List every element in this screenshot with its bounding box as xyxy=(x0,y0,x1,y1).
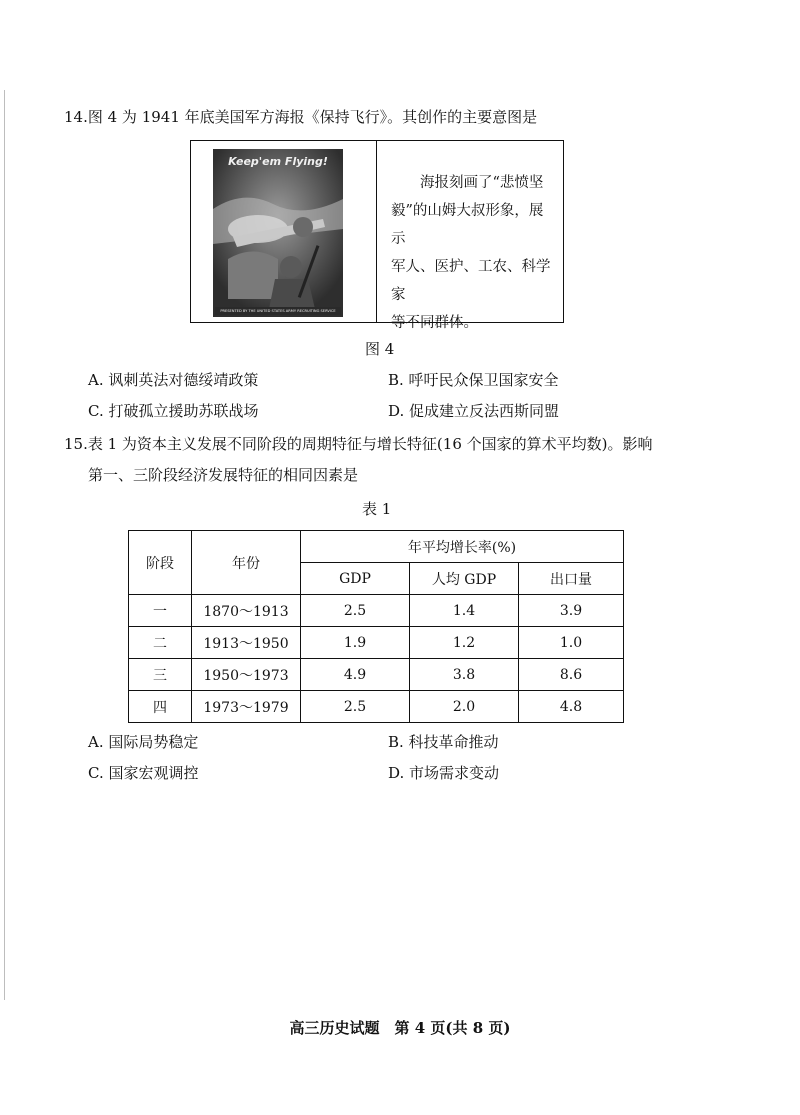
q14-option-c[interactable]: C. 打破孤立援助苏联战场 xyxy=(88,402,259,420)
poster-caption: PRESENTED BY THE UNITED STATES ARMY RECRUITING SERVICE xyxy=(215,307,341,315)
cell-stage: 二 xyxy=(129,627,192,659)
q15-option-c[interactable]: C. 国家宏观调控 xyxy=(88,764,199,782)
question-15-stem-line-1: 15.表 1 为资本主义发展不同阶段的周期特征与增长特征(16 个国家的算术平均数)。影响 xyxy=(64,435,653,453)
question-15-stem-line-2: 第一、三阶段经济发展特征的相同因素是 xyxy=(88,466,359,484)
page-edge-line xyxy=(4,90,5,1000)
table-row xyxy=(129,691,624,723)
cell-per-capita: 2.0 xyxy=(410,691,519,723)
figure-4-caption: 图 4 xyxy=(365,340,395,358)
cell-export: 8.6 xyxy=(519,659,624,691)
cell-gdp: 2.5 xyxy=(301,691,410,723)
figure-text-line-3: 军人、医护、工农、科学家 xyxy=(391,259,551,303)
poster-title: Keep'em Flying! xyxy=(228,155,328,168)
q15-option-b[interactable]: B. 科技革命推动 xyxy=(388,733,499,751)
page-footer: 高三历史试题 第 4 页(共 8 页) xyxy=(289,1019,511,1037)
cell-export: 1.0 xyxy=(519,627,624,659)
figure-4-image-cell xyxy=(191,141,377,322)
cell-stage: 四 xyxy=(129,691,192,723)
table-1 xyxy=(128,530,624,723)
cell-export: 3.9 xyxy=(519,595,624,627)
q14-option-d[interactable]: D. 促成建立反法西斯同盟 xyxy=(388,402,560,420)
cell-export: 4.8 xyxy=(519,691,624,723)
figure-text-line-2: 毅”的山姆大叔形象，展示 xyxy=(391,203,544,247)
cell-year: 1913～1950 xyxy=(192,627,301,659)
figure-text-line-4: 等不同群体。 xyxy=(391,315,478,331)
table-1-caption: 表 1 xyxy=(362,500,392,518)
cell-year: 1973～1979 xyxy=(192,691,301,723)
q14-option-a[interactable]: A. 讽刺英法对德绥靖政策 xyxy=(88,371,259,389)
header-gdp: GDP xyxy=(301,563,410,595)
figure-4-description xyxy=(391,169,551,337)
figure-text-line-1: 海报刻画了“悲愤坚 xyxy=(420,175,544,191)
header-growth-rate: 年平均增长率(%) xyxy=(301,531,624,563)
poster-illustration xyxy=(213,149,343,317)
cell-per-capita: 1.4 xyxy=(410,595,519,627)
header-year: 年份 xyxy=(192,531,301,595)
q14-option-b[interactable]: B. 呼吁民众保卫国家安全 xyxy=(388,371,559,389)
question-14-stem: 14.图 4 为 1941 年底美国军方海报《保持飞行》。其创作的主要意图是 xyxy=(64,108,538,126)
cell-year: 1870～1913 xyxy=(192,595,301,627)
figure-4-box xyxy=(190,140,564,331)
table-row xyxy=(129,595,624,627)
q15-option-a[interactable]: A. 国际局势稳定 xyxy=(88,733,199,751)
cell-per-capita: 3.8 xyxy=(410,659,519,691)
cell-per-capita: 1.2 xyxy=(410,627,519,659)
cell-gdp: 4.9 xyxy=(301,659,410,691)
header-stage: 阶段 xyxy=(129,531,192,595)
header-per-capita-gdp: 人均 GDP xyxy=(410,563,519,595)
q15-option-d[interactable]: D. 市场需求变动 xyxy=(388,764,500,782)
cell-gdp: 1.9 xyxy=(301,627,410,659)
cell-gdp: 2.5 xyxy=(301,595,410,627)
poster-image xyxy=(213,149,343,317)
cell-stage: 三 xyxy=(129,659,192,691)
cell-stage: 一 xyxy=(129,595,192,627)
cell-year: 1950～1973 xyxy=(192,659,301,691)
table-row xyxy=(129,659,624,691)
table-row xyxy=(129,627,624,659)
table-header-row xyxy=(129,531,624,563)
header-export: 出口量 xyxy=(519,563,624,595)
